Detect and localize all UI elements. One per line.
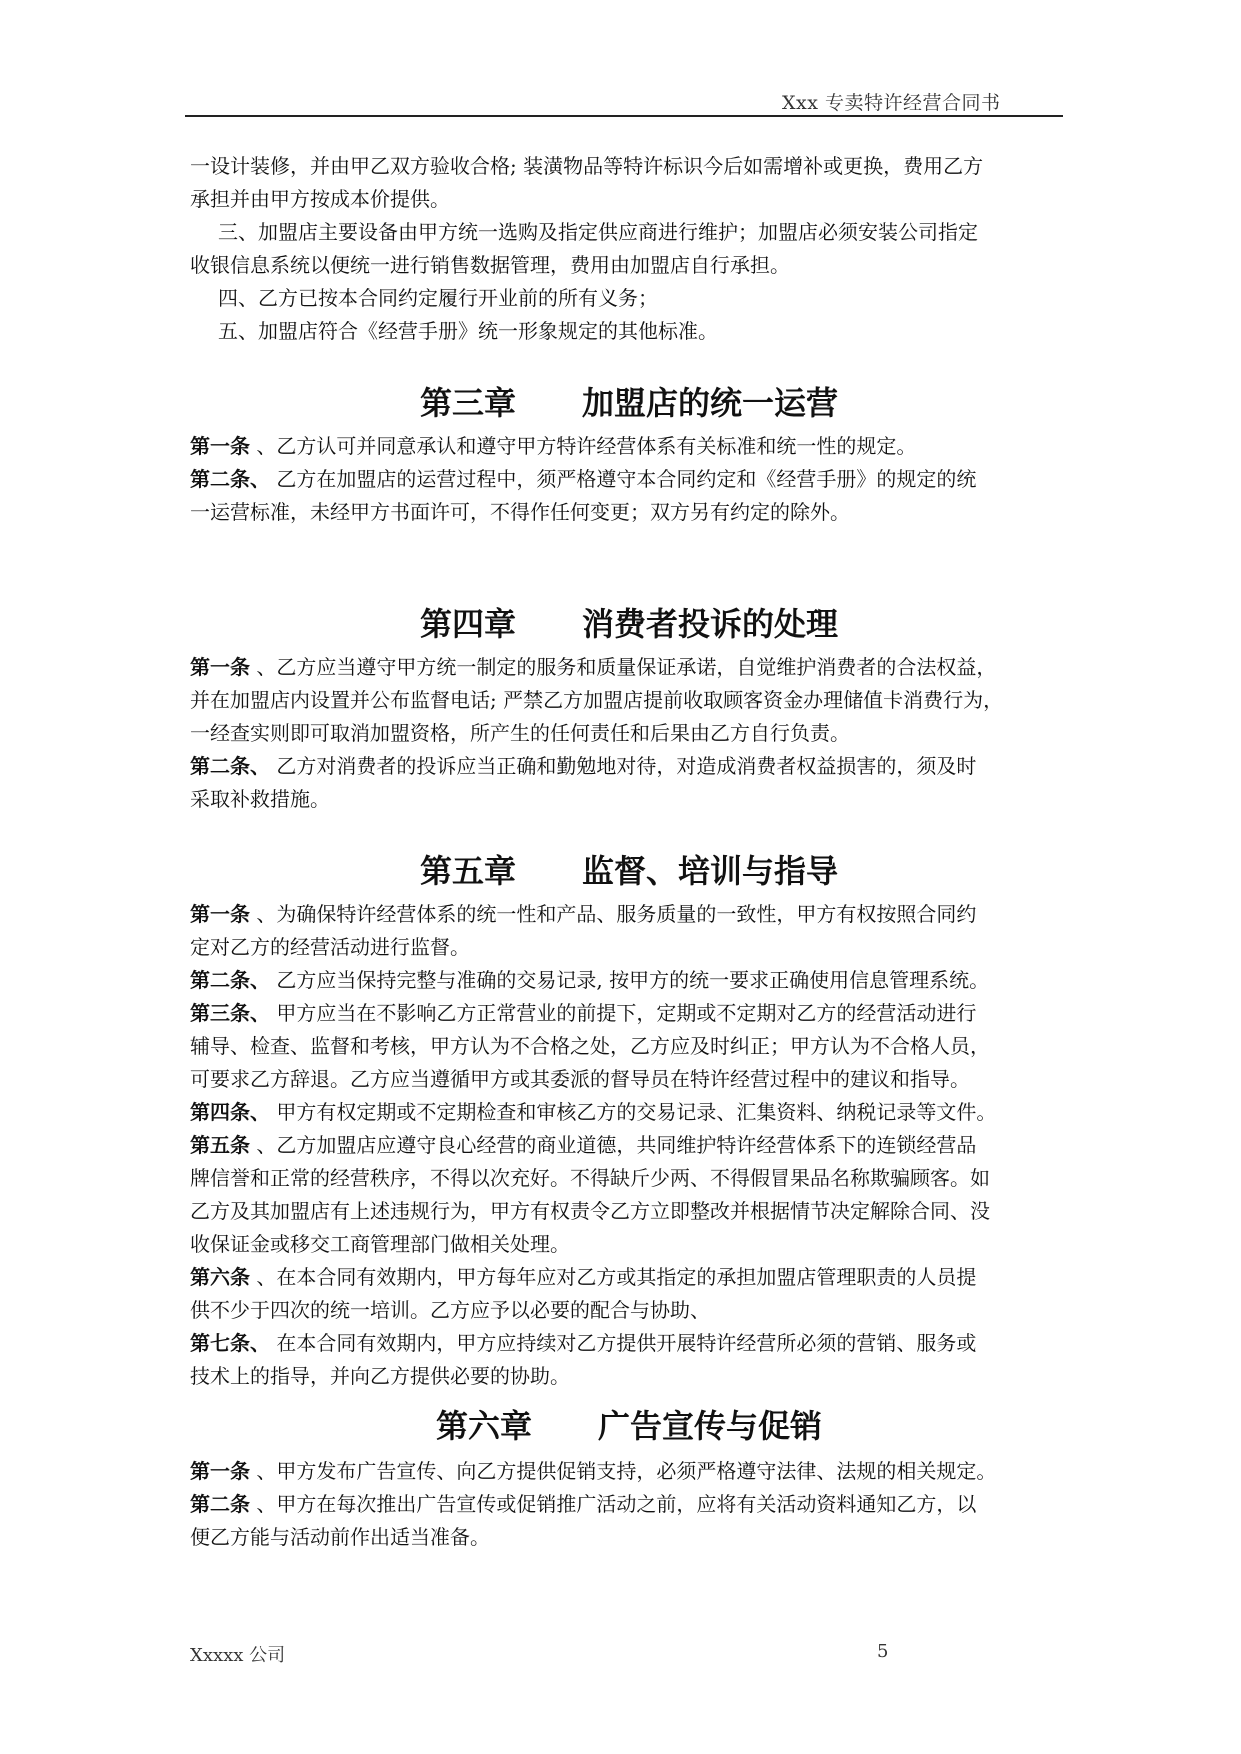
ch5-article-6-cont: 供不少于四次的统一培训。乙方应予以必要的配合与协助、 xyxy=(190,1298,710,1322)
chapter-6-heading xyxy=(190,1401,1068,1447)
chapter-5-title: 监督、培训与指导 xyxy=(582,852,839,890)
ch5-article-5 xyxy=(190,1129,1068,1162)
article-label: 第一条 xyxy=(190,902,250,926)
ch4-article-2 xyxy=(190,750,1068,783)
chapter-4-heading xyxy=(190,599,1068,645)
article-text: 、为确保特许经营体系的统一性和产品、服务质量的一致性，甲方有权按照合同约 xyxy=(250,902,977,926)
article-text: 、乙方认可并同意承认和遵守甲方特许经营体系有关标准和统一性的规定。 xyxy=(250,434,917,458)
article-text: 、乙方加盟店应遵守良心经营的商业道德，共同维护特许经营体系下的连锁经营品 xyxy=(250,1133,977,1157)
footer-company: Xxxxx 公司 xyxy=(190,1645,286,1666)
article-label: 第一条 xyxy=(190,1459,250,1483)
ch5-article-3 xyxy=(190,997,1068,1030)
ch5-article-7 xyxy=(190,1327,1068,1360)
ch3-article-1 xyxy=(190,430,1068,463)
ch5-article-1 xyxy=(190,898,1068,931)
article-label: 第二条、 xyxy=(190,754,270,778)
ch4-article-2-cont: 采取补救措施。 xyxy=(190,787,330,811)
article-label: 第三条、 xyxy=(190,1001,270,1025)
article-label: 第四条、 xyxy=(190,1100,270,1124)
ch4-article-1-cont-2: 一经查实则即可取消加盟资格，所产生的任何责任和后果由乙方自行负责。 xyxy=(190,721,850,745)
page-number: 5 xyxy=(877,1641,889,1662)
article-label: 第一条 xyxy=(190,434,250,458)
ch6-article-1 xyxy=(190,1455,1068,1488)
chapter-5-heading xyxy=(190,846,1068,892)
chapter-4-title: 消费者投诉的处理 xyxy=(582,605,839,643)
ch5-article-7-cont: 技术上的指导，并向乙方提供必要的协助。 xyxy=(190,1364,570,1388)
chapter-6-title: 广告宣传与促销 xyxy=(598,1407,823,1445)
article-label: 第一条 xyxy=(190,655,250,679)
ch5-article-5-cont-3: 收保证金或移交工商管理部门做相关处理。 xyxy=(190,1232,570,1256)
article-text: 在本合同有效期内，甲方应持续对乙方提供开展特许经营所必须的营销、服务或 xyxy=(270,1331,977,1355)
article-text: 甲方有权定期或不定期检查和审核乙方的交易记录、汇集资料、纳税记录等文件。 xyxy=(270,1100,997,1124)
chapter-5-number: 第五章 xyxy=(419,852,516,890)
article-label: 第五条 xyxy=(190,1133,250,1157)
intro-line-3: 三、加盟店主要设备由甲方统一选购及指定供应商进行维护；加盟店必须安装公司指定 xyxy=(218,220,978,244)
chapter-6-number: 第六章 xyxy=(435,1407,532,1445)
article-text: 甲方应当在不影响乙方正常营业的前提下，定期或不定期对乙方的经营活动进行 xyxy=(270,1001,977,1025)
ch5-article-4 xyxy=(190,1096,1068,1129)
chapter-3-title: 加盟店的统一运营 xyxy=(582,384,839,422)
ch5-article-3-cont-2: 可要求乙方辞退。乙方应当遵循甲方或其委派的督导员在特许经营过程中的建议和指导。 xyxy=(190,1067,970,1091)
ch5-article-2 xyxy=(190,964,1068,997)
ch5-article-6 xyxy=(190,1261,1068,1294)
article-text: 乙方对消费者的投诉应当正确和勤勉地对待，对造成消费者权益损害的，须及时 xyxy=(270,754,977,778)
article-text: 乙方在加盟店的运营过程中，须严格遵守本合同约定和《经营手册》的规定的统 xyxy=(270,467,977,491)
article-text: 、在本合同有效期内，甲方每年应对乙方或其指定的承担加盟店管理职责的人员提 xyxy=(250,1265,977,1289)
ch4-article-1-cont-1: 并在加盟店内设置并公布监督电话; 严禁乙方加盟店提前收取顾客资金办理储值卡消费行为， xyxy=(190,688,1004,712)
article-text: 、甲方发布广告宣传、向乙方提供促销支持，必须严格遵守法律、法规的相关规定。 xyxy=(250,1459,997,1483)
article-label: 第七条、 xyxy=(190,1331,270,1355)
ch5-article-1-cont: 定对乙方的经营活动进行监督。 xyxy=(190,935,470,959)
ch5-article-3-cont-1: 辅导、检查、监督和考核，甲方认为不合格之处，乙方应及时纠正；甲方认为不合格人员， xyxy=(190,1034,990,1058)
chapter-3-heading xyxy=(190,378,1068,424)
ch5-article-5-cont-1: 牌信誉和正常的经营秩序，不得以次充好。不得缺斤少两、不得假冒果品名称欺骗顾客。如 xyxy=(190,1166,990,1190)
header-rule xyxy=(185,115,1063,117)
document-body xyxy=(190,150,1068,1554)
header-title: Xxx 专卖特许经营合同书 xyxy=(782,92,1001,114)
article-label: 第二条、 xyxy=(190,467,270,491)
intro-line-5: 四、乙方已按本合同约定履行开业前的所有义务； xyxy=(218,286,658,310)
article-label: 第二条、 xyxy=(190,968,270,992)
article-text: 乙方应当保持完整与准确的交易记录, 按甲方的统一要求正确使用信息管理系统。 xyxy=(270,968,990,992)
article-label: 第二条 xyxy=(190,1492,250,1516)
ch3-article-2 xyxy=(190,463,1068,496)
chapter-3-number: 第三章 xyxy=(419,384,516,422)
ch4-article-1 xyxy=(190,651,1068,684)
ch5-article-5-cont-2: 乙方及其加盟店有上述违规行为，甲方有权责令乙方立即整改并根据情节决定解除合同、没 xyxy=(190,1199,990,1223)
article-text: 、甲方在每次推出广告宣传或促销推广活动之前，应将有关活动资料通知乙方，以 xyxy=(250,1492,977,1516)
article-label: 第六条 xyxy=(190,1265,250,1289)
ch6-article-2 xyxy=(190,1488,1068,1521)
intro-line-4: 收银信息系统以便统一进行销售数据管理，费用由加盟店自行承担。 xyxy=(190,253,790,277)
article-text: 、乙方应当遵守甲方统一制定的服务和质量保证承诺，自觉维护消费者的合法权益， xyxy=(250,655,997,679)
intro-line-1: 一设计装修，并由甲乙双方验收合格; 装潢物品等特许标识今后如需增补或更换，费用乙方 xyxy=(190,154,984,178)
ch3-article-2-cont: 一运营标准，未经甲方书面许可，不得作任何变更；双方另有约定的除外。 xyxy=(190,500,850,524)
ch6-article-2-cont: 便乙方能与活动前作出适当准备。 xyxy=(190,1525,490,1549)
intro-line-2: 承担并由甲方按成本价提供。 xyxy=(190,187,450,211)
chapter-4-number: 第四章 xyxy=(419,605,516,643)
intro-line-6: 五、加盟店符合《经营手册》统一形象规定的其他标准。 xyxy=(218,319,718,343)
